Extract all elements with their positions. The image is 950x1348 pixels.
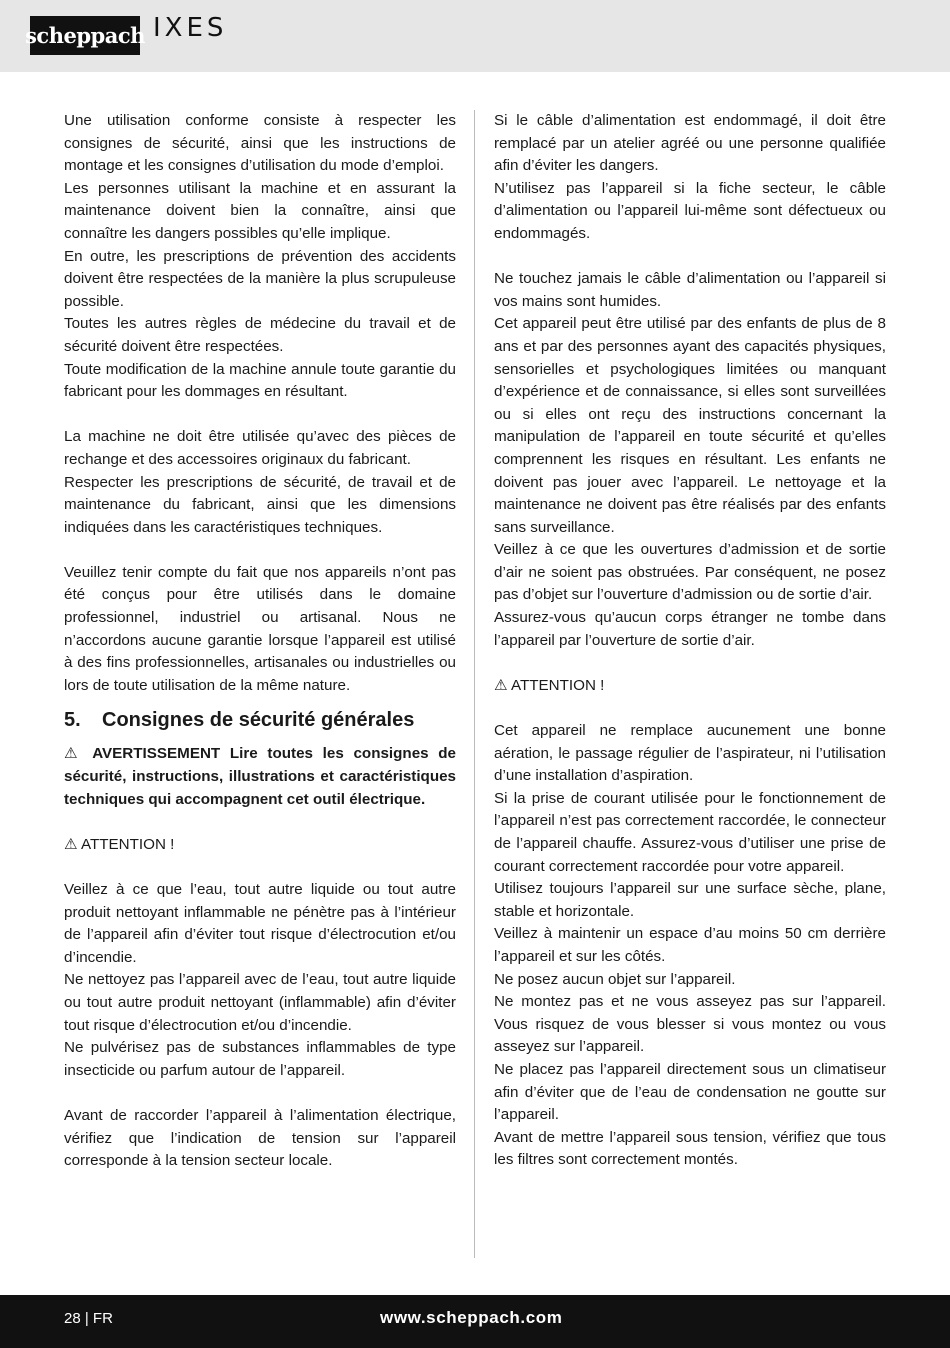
paragraph: Ne touchez jamais le câble d’alimentation ou l’appareil si vos mains sont humides. xyxy=(494,270,886,310)
attention-label: ⚠ ATTENTION ! xyxy=(64,835,175,853)
section-title: Consignes de sécurité générales xyxy=(102,709,415,732)
paragraph: Ne pulvérisez pas de substances inflammables de type insecticide ou parfum autour de l’appareil. xyxy=(64,1039,456,1079)
ixes-logo: IXES xyxy=(153,13,228,43)
paragraph: Les personnes utilisant la machine et en assurant la maintenance doivent bien la connaître, ainsi que connaître les dangers possibles qu’elle implique. xyxy=(64,179,456,242)
section-heading xyxy=(64,707,456,733)
paragraph: Cet appareil ne remplace aucunement une bonne aération, le passage régulier de l’aspirateur, ni l’utilisation d’une installation d’aspiration. xyxy=(494,722,886,785)
paragraph: Toutes les autres règles de médecine du travail et de sécurité doivent être respectées. xyxy=(64,315,456,355)
paragraph: N’utilisez pas l’appareil si la fiche secteur, le câble d’alimentation ou l’appareil lui-même sont défectueux ou endommagés. xyxy=(494,179,886,242)
paragraph: Si la prise de courant utilisée pour le fonctionnement de l’appareil n’est pas correctement raccordée, le connecteur de l’appareil chauffe. Assurez-vous d’utiliser une prise de courant correctement raccordée pour votre appareil. xyxy=(494,789,886,875)
paragraph: Ne placez pas l’appareil directement sous un climatiseur afin d’éviter que de l’eau de condensation ne goutte sur l’appareil. xyxy=(494,1060,886,1124)
paragraph: Ne nettoyez pas l’appareil avec de l’eau, tout autre liquide ou tout autre produit nettoyant (inflammable) afin d’éviter tout risque d’électrocution et/ou d’incendie. xyxy=(64,971,456,1034)
paragraph: Ne posez aucun objet sur l’appareil. xyxy=(494,970,736,988)
paragraph: Respecter les prescriptions de sécurité, de travail et de maintenance du fabricant, ainsi que les dimensions indiquées dans les caractéristiques techniques. xyxy=(64,473,456,536)
page-number: 28 | FR xyxy=(64,1310,113,1327)
paragraph: Avant de raccorder l’appareil à l’alimentation électrique, vérifiez que l’indication de tension sur l’appareil corresponde à la tension secteur locale. xyxy=(64,1106,456,1170)
paragraph: Utilisez toujours l’appareil sur une surface sèche, plane, stable et horizontale. xyxy=(494,880,886,920)
paragraph: Cet appareil peut être utilisé par des enfants de plus de 8 ans et par des personnes ayant des capacités physiques, sensorielles et psychologiques limitées ou manquant d’expérience et de connaissance, si elles sont surveillées ou si elles ont reçu des instructions concernant la manipulation de l’appareil en toute sécurité et qu’elles comprennent les risques en résultant. Les enfants ne doivent pas jouer avec l’appareil. Le nettoyage et la maintenance ne doivent pas être réalisés par des enfants sans surveillance. xyxy=(494,315,886,536)
right-column xyxy=(494,110,886,1172)
attention-label: ⚠ ATTENTION ! xyxy=(494,676,605,694)
paragraph: Si le câble d’alimentation est endommagé, il doit être remplacé par un atelier agréé ou une personne qualifiée afin d’éviter les dangers. xyxy=(494,112,886,175)
paragraph: En outre, les prescriptions de prévention des accidents doivent être respectées de la manière la plus scrupuleuse possible. xyxy=(64,247,456,310)
page-footer xyxy=(0,1295,950,1348)
paragraph: Toute modification de la machine annule toute garantie du fabricant pour les dommages en résultant. xyxy=(64,360,456,401)
scheppach-logo: scheppach xyxy=(30,16,140,55)
paragraph: Veillez à maintenir un espace d’au moins 50 cm derrière l’appareil et sur les côtés. xyxy=(494,925,886,965)
page-header xyxy=(0,0,950,72)
column-divider xyxy=(474,110,475,1258)
section-number: 5. xyxy=(64,709,81,732)
paragraph: Ne montez pas et ne vous asseyez pas sur l’appareil. Vous risquez de vous blesser si vous montez ou vous asseyez sur l’appareil. xyxy=(494,993,886,1056)
paragraph: Avant de mettre l’appareil sous tension, vérifiez que tous les filtres sont correctement montés. xyxy=(494,1128,886,1169)
website-url: www.scheppach.com xyxy=(380,1308,563,1327)
paragraph: Veillez à ce que les ouvertures d’admission et de sortie d’air ne soient pas obstruées. Par conséquent, ne posez pas d’objet sur l’ouverture d’admission ou de sortie d’air. xyxy=(494,541,886,604)
warning-text: ⚠ AVERTISSEMENT Lire toutes les consignes de sécurité, instructions, illustrations et caractéristiques techniques qui accompagnent cet outil électrique. xyxy=(64,745,456,808)
paragraph: Une utilisation conforme consiste à respecter les consignes de sécurité, ainsi que les instructions de montage et les consignes d’utilisation du mode d’emploi. xyxy=(64,112,456,175)
paragraph: Veuillez tenir compte du fait que nos appareils n’ont pas été conçus pour être utilisés dans le domaine professionnel, industriel ou artisanal. Nous ne n’accordons aucune garantie lorsque l’appareil est utilisé à des fins professionnelles, artisanales ou industrielles ou lors de toute utilisation de la même nature. xyxy=(64,563,456,694)
left-column xyxy=(64,110,456,1173)
paragraph: Veillez à ce que l’eau, tout autre liquide ou tout autre produit nettoyant inflammable ne pénètre pas à l’intérieur de l’appareil afin d’éviter tout risque d’électrocution et/ou d’incendie. xyxy=(64,881,456,966)
paragraph: Assurez-vous qu’aucun corps étranger ne tombe dans l’appareil par l’ouverture de sortie d’air. xyxy=(494,609,886,649)
paragraph: La machine ne doit être utilisée qu’avec des pièces de rechange et des accessoires originaux du fabricant. xyxy=(64,428,456,468)
